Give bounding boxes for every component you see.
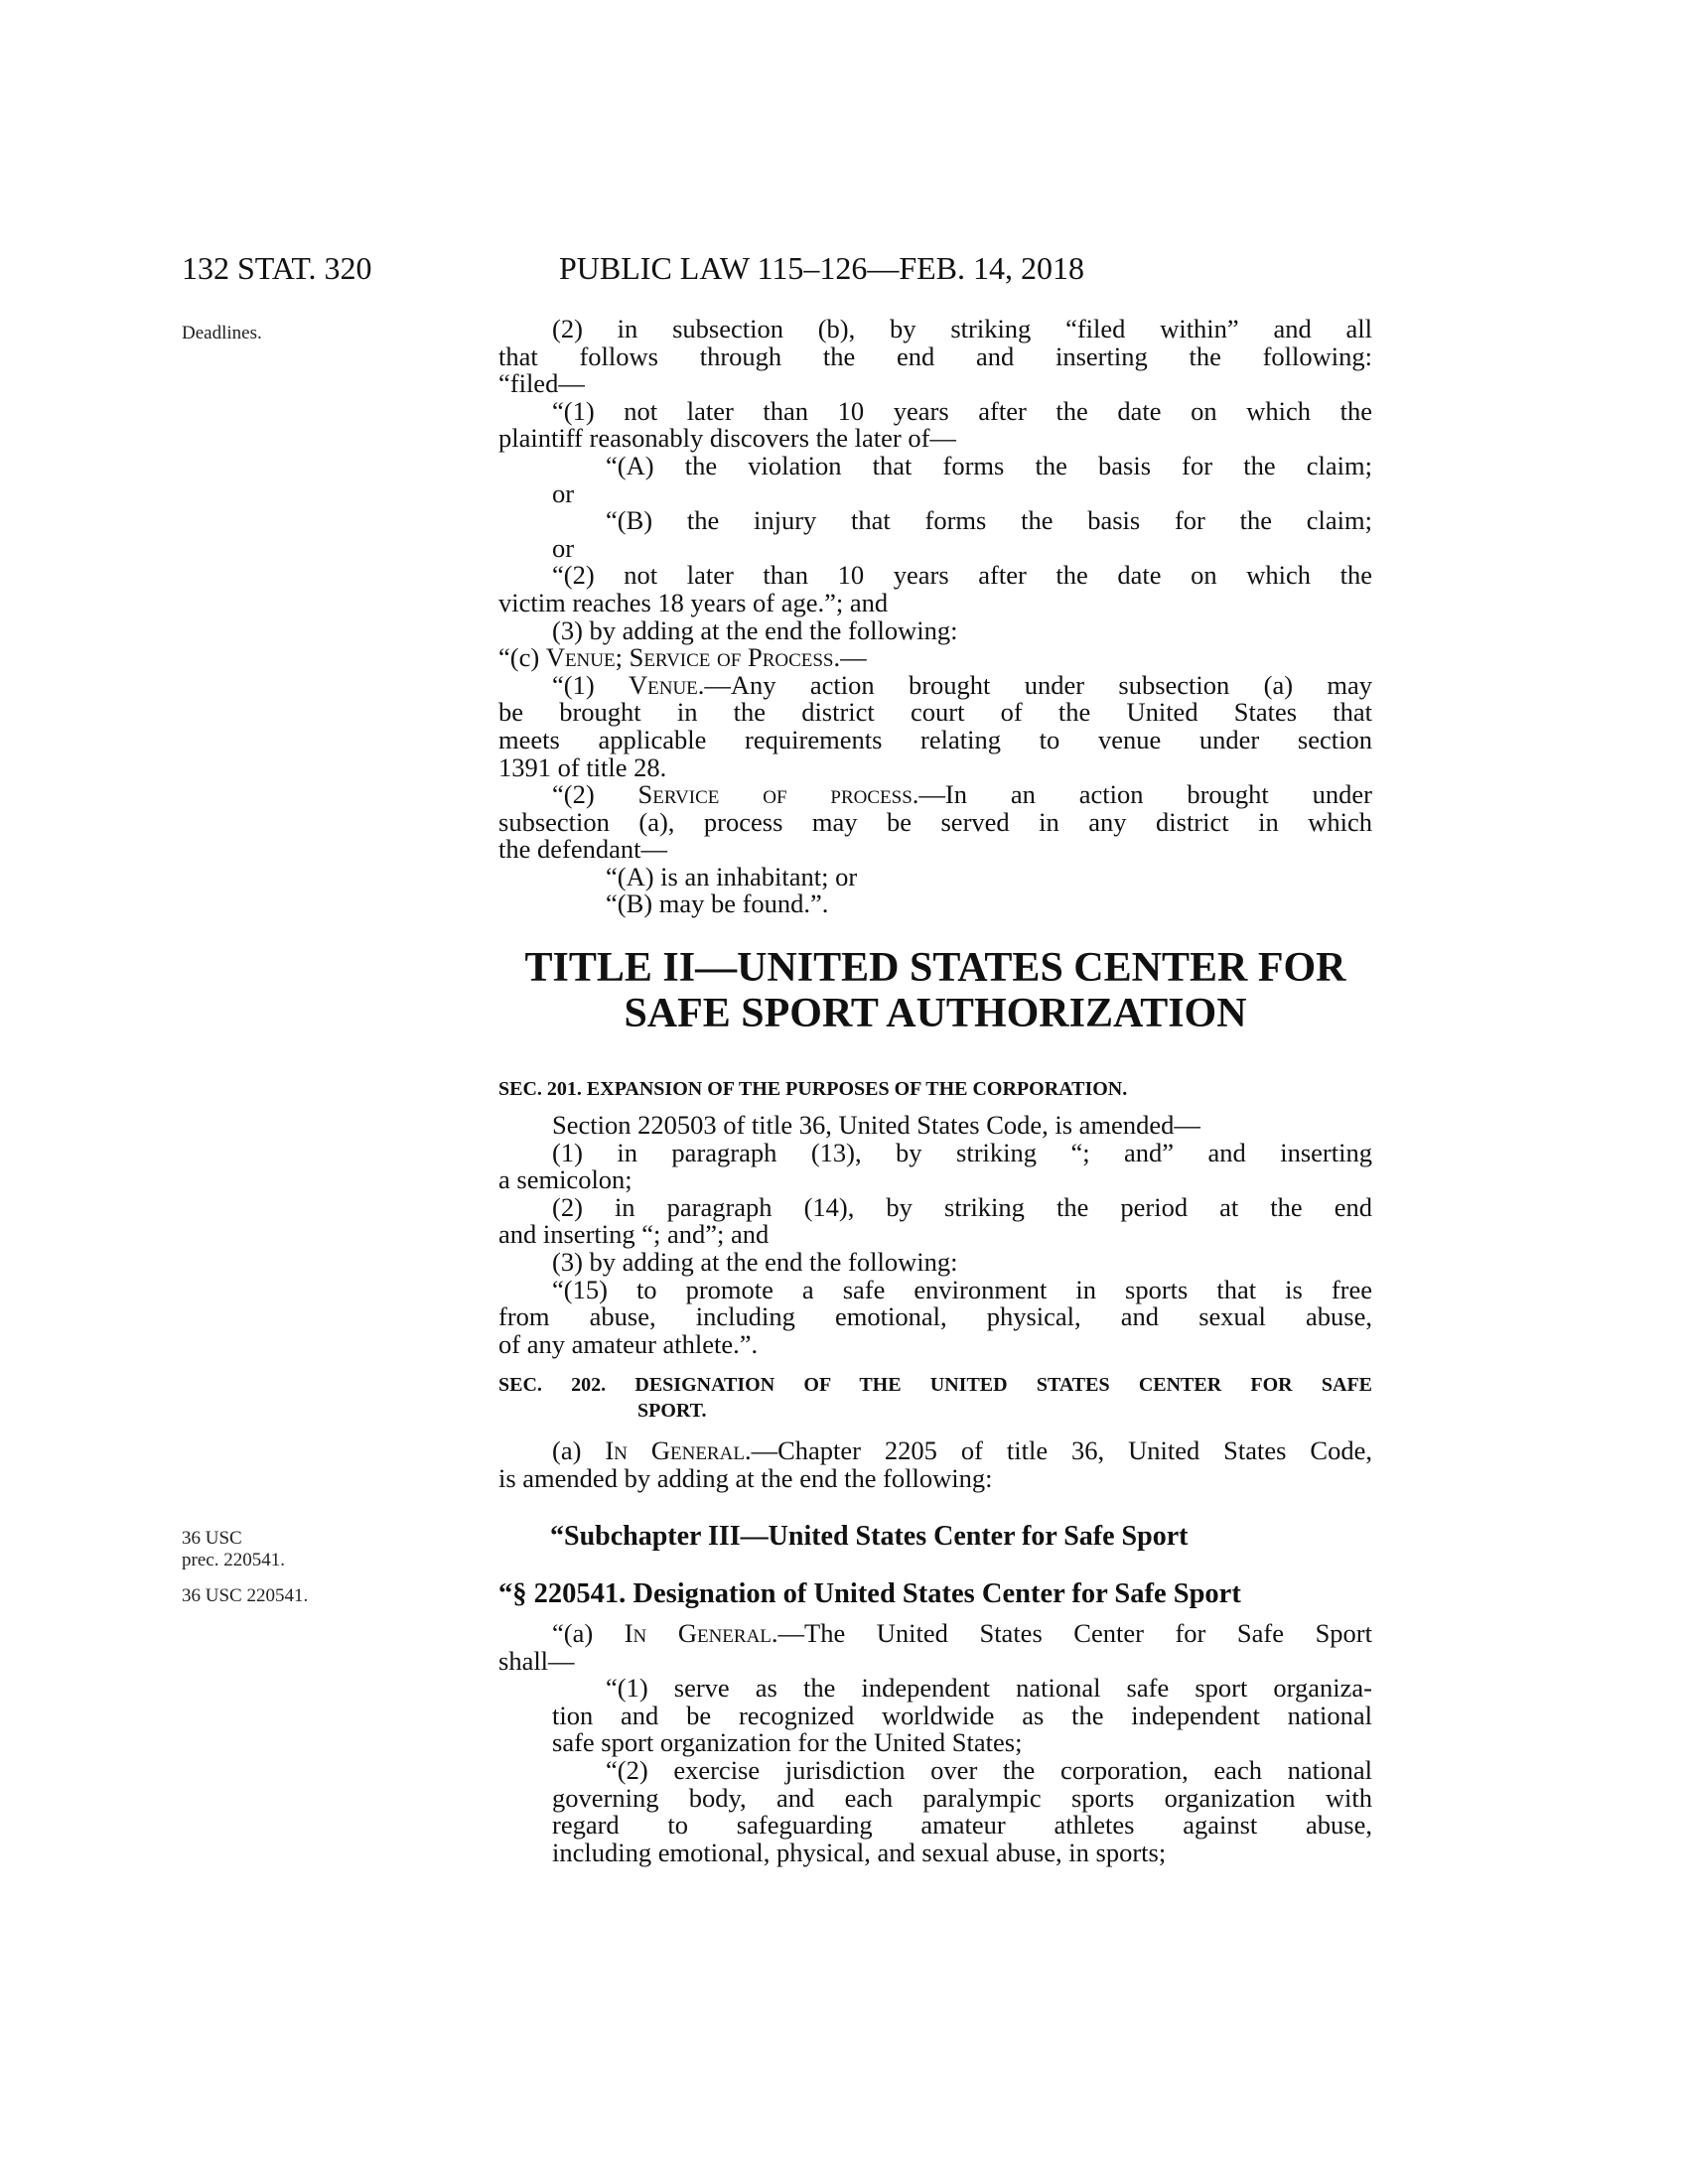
text-line: (2) in subsection (b), by striking “filed within” and all [552,314,1372,343]
amendment-block [498,316,1372,918]
text-line: “(B) may be found.”. [606,888,829,919]
text-line: including emotional, physical, and sexual abuse, in sports; [552,1837,1167,1867]
text-line: a semicolon; [498,1164,633,1195]
sec-202-heading [498,1372,1372,1424]
sec-202-body [498,1437,1372,1492]
sec-202-heading-line: SEC. 202. DESIGNATION OF THE UNITED STATES CENTER FOR SAFE [498,1374,1372,1396]
text-line: “filed— [498,368,585,399]
section-220541-heading: “§ 220541. Designation of United States Center for Safe Sport [498,1578,1241,1609]
text-line: meets applicable requirements relating to venue under section [498,724,1372,754]
text-line: that follows through the end and inserting the following: [498,341,1372,371]
margin-note-deadlines: Deadlines. [182,323,262,343]
text-line: plaintiff reasonably discovers the later of— [498,423,956,454]
text-line: victim reaches 18 years of age.”; and [498,587,889,617]
text-line: “(2) exercise jurisdiction over the corporation, each national [606,1754,1372,1785]
paragraph-heading-venue: “(1) Venue.—Any action brought under subsection (a) may [552,669,1372,700]
running-header: PUBLIC LAW 115–126—FEB. 14, 2018 [559,250,1085,286]
text-line: of any amateur athlete.”. [498,1328,759,1359]
text-line: (2) in paragraph (14), by striking the period at the end [552,1191,1372,1222]
sec-201-body [498,1112,1372,1358]
text-line: tion and be recognized worldwide as the independent national [552,1700,1372,1730]
title-line: SAFE SPORT AUTHORIZATION [624,991,1247,1036]
text-line: “(A) the violation that forms the basis for the claim; [606,450,1372,480]
margin-note-usc-prec-line1: 36 USC [182,1528,242,1549]
text-line: “(2) not later than 10 years after the date on which the [552,560,1372,591]
text-line: safe sport organization for the United States; [552,1727,1023,1758]
text-line: subsection (a), process may be served in any district in which [498,806,1372,837]
text-line: (1) in paragraph (13), by striking “; and” and inserting [552,1137,1372,1167]
title-heading [498,945,1372,1036]
page-stat-number: 132 STAT. 320 [182,250,372,286]
text-line: and inserting “; and”; and [498,1219,770,1250]
text-line: the defendant— [498,834,667,865]
text-line: or [552,532,575,563]
sec-201-heading: SEC. 201. EXPANSION OF THE PURPOSES OF THE CORPORATION. [498,1078,1128,1100]
text-line: is amended by adding at the end the following: [498,1462,993,1493]
text-line: “(1) not later than 10 years after the date on which the [552,395,1372,426]
section-220541-body [498,1620,1372,1866]
text-line: governing body, and each paralympic sports organization with [552,1782,1372,1813]
text-line: or [552,478,575,508]
text-line: “(A) is an inhabitant; or [606,861,858,891]
text-line: “(15) to promote a safe environment in sports that is free [552,1274,1372,1304]
text-line: (3) by adding at the end the following: [552,1246,958,1277]
subchapter-heading: “Subchapter III—United States Center for Safe Sport [550,1521,1189,1552]
text-line: 1391 of title 28. [498,751,667,782]
subsection-in-general: “(a) In General.—The United States Center for Safe Sport [552,1618,1372,1648]
subsection-heading-venue: “(c) Venue; Service of Process.— [498,642,867,673]
margin-note-usc-220541: 36 USC 220541. [182,1585,309,1606]
paragraph-heading-service: “(2) Service of process.—In an action brought under [552,779,1372,810]
title-line: TITLE II—UNITED STATES CENTER FOR [524,945,1346,991]
text-line: shall— [498,1645,575,1676]
subsection-in-general: (a) In General.—Chapter 2205 of title 36, United States Code, [552,1435,1372,1465]
text-line: (3) by adding at the end the following: [552,614,958,645]
text-line: “(B) the injury that forms the basis for the claim; [606,505,1372,536]
text-line: from abuse, including emotional, physical, and sexual abuse, [498,1301,1372,1332]
sec-202-heading-line: SPORT. [637,1400,707,1422]
text-line: be brought in the district court of the United States that [498,697,1372,728]
text-line: Section 220503 of title 36, United States Code, is amended— [552,1110,1200,1140]
margin-note-usc-prec-line2: prec. 220541. [182,1550,285,1570]
text-line: regard to safeguarding amateur athletes against abuse, [552,1810,1372,1841]
text-line: “(1) serve as the independent national safe sport organiza- [606,1673,1372,1704]
